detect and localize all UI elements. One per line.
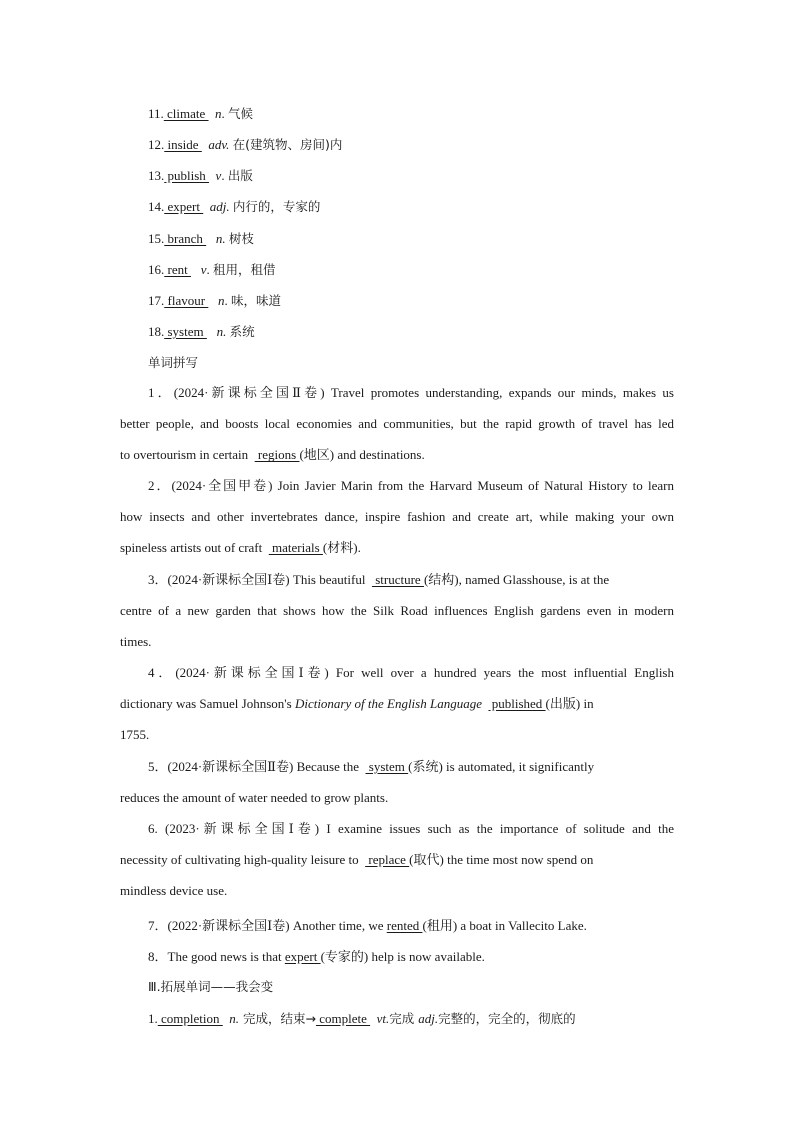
question-line xyxy=(120,696,674,727)
part-of-speech: n xyxy=(215,106,222,121)
separator: . xyxy=(206,262,213,277)
meaning: 完成，结束→ xyxy=(239,1011,316,1026)
question-text: spineless artists out of craft xyxy=(120,540,266,556)
meaning: 系统 xyxy=(229,324,255,339)
question-text: (专家的) help is now available. xyxy=(320,949,485,964)
answer-word: branch xyxy=(164,231,207,246)
meaning: 在(建筑物、房间)内 xyxy=(232,137,343,152)
question-line: reduces the amount of water needed to grow plants. xyxy=(120,790,389,806)
item-number: 16. xyxy=(148,262,165,277)
part-of-speech: v xyxy=(215,168,222,183)
question-line xyxy=(120,540,674,571)
item-number: 15. xyxy=(148,231,165,246)
vocab-item xyxy=(148,197,320,215)
answer-word: complete xyxy=(315,1011,371,1026)
question-line: 1755. xyxy=(120,727,150,743)
answer-word: structure xyxy=(371,572,424,587)
question-text: dictionary was Samuel Johnson's xyxy=(120,696,295,712)
item-number: 1. xyxy=(148,1011,158,1026)
answer-word: system xyxy=(164,324,207,339)
question-line: better people, and boosts local economies and communities, but the rapid growth of travel has led xyxy=(120,416,674,432)
answer-word: published xyxy=(488,696,546,712)
meaning: 内行的，专家的 xyxy=(232,199,321,214)
part-of-speech: n. xyxy=(215,231,226,246)
question-3 xyxy=(120,572,674,666)
meaning: 气候 xyxy=(228,106,254,121)
question-line: centre of a new garden that shows how the Silk Road influences English gardens even in modern xyxy=(120,603,674,619)
answer-word: flavour xyxy=(164,293,209,308)
part-of-speech: v xyxy=(200,262,207,277)
question-line xyxy=(120,447,674,478)
answer-word: completion xyxy=(157,1011,223,1026)
question-text: 7．(2022·新课标全国Ⅰ卷) Another time, we xyxy=(148,918,387,933)
answer-word: regions xyxy=(254,447,300,463)
answer-word: replace xyxy=(365,852,410,868)
vocab-item xyxy=(148,104,253,122)
book-title: Dictionary of the English Language xyxy=(294,696,482,712)
vocab-item xyxy=(148,260,276,278)
answer-word: climate xyxy=(163,106,209,121)
answer-word: publish xyxy=(164,168,210,183)
item-number: 18. xyxy=(148,324,165,339)
part-of-speech: vt. xyxy=(376,1011,390,1026)
question-text: 8．The good news is that xyxy=(148,949,285,964)
question-line: 1．(2024·新课标全国Ⅱ卷) Travel promotes understanding, expands our minds, makes us xyxy=(148,385,674,400)
question-text: 5．(2024·新课标全国Ⅱ卷) Because the xyxy=(148,759,363,774)
vocab-item xyxy=(148,166,253,184)
question-line: 6. (2023·新课标全国Ⅰ卷) I examine issues such as the importance of solitude and the xyxy=(148,821,674,836)
question-line xyxy=(120,852,674,883)
part-of-speech: n xyxy=(218,293,225,308)
part-of-speech: n. xyxy=(229,1011,239,1026)
answer-word: expert xyxy=(164,199,204,214)
meaning: 树枝 xyxy=(228,231,254,246)
question-line: mindless device use. xyxy=(120,883,228,899)
item-number: 17. xyxy=(148,293,165,308)
section-title-extension: Ⅲ.拓展单词——我会变 xyxy=(148,979,274,994)
answer-word: expert xyxy=(284,949,321,964)
answer-word: materials xyxy=(268,540,323,556)
question-text: 3．(2024·新课标全国Ⅰ卷) This beautiful xyxy=(148,572,369,587)
question-2 xyxy=(120,478,674,572)
vocab-item xyxy=(148,229,254,247)
separator: . xyxy=(224,293,232,308)
question-5 xyxy=(120,759,674,821)
meaning: 出版 xyxy=(227,168,253,183)
extension-item xyxy=(148,1009,576,1027)
part-of-speech: adj. xyxy=(418,1011,439,1026)
question-4 xyxy=(120,665,674,759)
question-line xyxy=(120,759,674,790)
question-8 xyxy=(148,946,485,965)
separator: . xyxy=(221,106,229,121)
part-of-speech: n. xyxy=(216,324,227,339)
question-line: 2．(2024·全国甲卷) Join Javier Marin from the Harvard Museum of Natural History to learn xyxy=(148,478,674,493)
meaning: 租用，租借 xyxy=(213,262,276,277)
answer-word: rent xyxy=(164,262,191,277)
separator: . xyxy=(221,168,228,183)
vocab-item xyxy=(148,291,281,309)
question-7 xyxy=(148,915,587,934)
question-6 xyxy=(120,821,674,915)
question-line: 4．(2024·新课标全国Ⅰ卷) For well over a hundred years the most influential English xyxy=(148,665,674,680)
meaning: 完整的，完全的，彻底的 xyxy=(438,1011,576,1026)
question-text: (结构), named Glasshouse, is at the xyxy=(423,572,610,587)
vocab-item xyxy=(148,135,342,153)
question-text: (材料). xyxy=(322,540,361,556)
item-number: 14. xyxy=(148,199,165,214)
question-line: times. xyxy=(120,634,152,650)
section-title-spelling: 单词拼写 xyxy=(148,355,199,370)
answer-word: rented xyxy=(386,918,423,933)
meaning: 完成 xyxy=(389,1011,419,1026)
item-number: 12. xyxy=(148,137,165,152)
item-number: 11. xyxy=(148,106,164,121)
part-of-speech: adv. xyxy=(208,137,230,152)
question-text: to overtourism in certain xyxy=(120,447,252,463)
question-text: (系统) is automated, it significantly xyxy=(408,759,595,774)
question-1 xyxy=(120,385,674,479)
question-text: (取代) the time most now spend on xyxy=(409,852,594,868)
answer-word: inside xyxy=(164,137,202,152)
question-line xyxy=(120,572,674,603)
item-number: 13. xyxy=(148,168,165,183)
answer-word: system xyxy=(365,759,409,774)
vocab-item xyxy=(148,322,255,340)
question-text: (地区) and destinations. xyxy=(299,447,425,463)
question-line: how insects and other invertebrates dance, inspire fashion and create art, while making your own xyxy=(120,509,674,525)
question-text: (出版) in xyxy=(545,696,594,712)
part-of-speech: adj. xyxy=(209,199,230,214)
question-text: necessity of cultivating high-quality leisure to xyxy=(120,852,362,868)
question-text: (租用) a boat in Vallecito Lake. xyxy=(422,918,587,933)
meaning: 味，味道 xyxy=(231,293,282,308)
